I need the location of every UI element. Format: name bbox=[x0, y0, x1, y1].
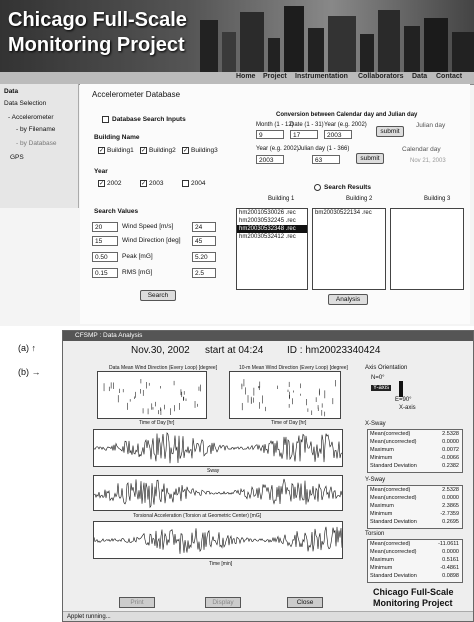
rms-max-input[interactable]: 2.5 bbox=[192, 268, 216, 278]
stats-torsion bbox=[367, 539, 463, 583]
analysis-main bbox=[63, 341, 473, 611]
stat-row: Mean(uncorrected) 0.0000 bbox=[370, 495, 459, 501]
list-item[interactable]: bm20030522134 .rec bbox=[315, 210, 372, 216]
nav-home[interactable]: Home bbox=[236, 73, 256, 80]
status-bar: Applet running... bbox=[63, 611, 473, 621]
wind-speed-max-input[interactable]: 24 bbox=[192, 222, 216, 232]
peak-max-input[interactable]: 5.20 bbox=[192, 252, 216, 262]
month-label: Month (1 - 12) bbox=[256, 122, 294, 128]
sidebar-item-data[interactable]: Data bbox=[4, 88, 19, 95]
stats-ysway bbox=[367, 485, 463, 529]
signal-plot-1 bbox=[93, 429, 343, 467]
submit-julian-button[interactable]: submit bbox=[356, 153, 384, 164]
window-titlebar: CFSMP : Data Analysis bbox=[63, 331, 473, 341]
site-title: Chicago Full-Scale Monitoring Project bbox=[8, 9, 187, 56]
stats-torsion-title: Torsion bbox=[365, 531, 385, 537]
record-start: start at 04:24 bbox=[205, 345, 264, 356]
axis-n-label: N=0° bbox=[371, 375, 385, 381]
yearfield-label: Year (e.g. 2002) bbox=[324, 122, 367, 128]
conversion-title: Conversion between Calendar day and Julian day bbox=[276, 112, 418, 118]
wind-speed-min-input[interactable]: 20 bbox=[92, 222, 118, 232]
sidebar bbox=[0, 84, 79, 208]
rms-min-input[interactable]: 0.15 bbox=[92, 268, 118, 278]
stat-row: Maximum 0.5161 bbox=[370, 557, 459, 563]
signal-plot-2 bbox=[93, 475, 343, 511]
wind-direction-label: Wind Direction [deg] bbox=[122, 237, 181, 244]
stats-ysway-title: Y-Sway bbox=[365, 477, 386, 483]
panel-label-b: (b) → bbox=[18, 367, 41, 377]
stat-row: Mean(uncorrected) 0.0000 bbox=[370, 549, 459, 555]
stat-row: Standard Deviation 0.0898 bbox=[370, 573, 459, 579]
year-2002-label: 2002 bbox=[107, 180, 122, 187]
axis-diagram bbox=[369, 375, 429, 417]
peak-min-input[interactable]: 0.50 bbox=[92, 252, 118, 262]
stat-row: Minimum -2.7359 bbox=[370, 511, 459, 517]
wind-speed-label: Wind Speed [m/s] bbox=[122, 223, 174, 230]
arrow-up-icon bbox=[399, 381, 403, 397]
submit-calendar-button[interactable]: submit bbox=[376, 126, 404, 137]
stat-row: Minimum -0.4861 bbox=[370, 565, 459, 571]
sidebar-item-data-selection[interactable]: Data Selection bbox=[4, 100, 47, 107]
analysis-button[interactable]: Analysis bbox=[328, 294, 368, 305]
sidebar-item-by-filename[interactable]: - by Filename bbox=[16, 126, 56, 133]
plot2-xlabel: Time of Day [hr] bbox=[271, 420, 307, 426]
results-list-building1[interactable] bbox=[236, 208, 308, 290]
list-item[interactable]: hm20010530026 .rec bbox=[239, 210, 296, 216]
axis-y-label: Y-axis bbox=[373, 385, 390, 391]
page-title: Accelerometer Database bbox=[92, 90, 181, 99]
year-2002-checkbox[interactable]: ✓ bbox=[99, 181, 105, 187]
nav-instrumentation[interactable]: Instrumentation bbox=[295, 73, 348, 80]
nav-collaborators[interactable]: Collaborators bbox=[358, 73, 404, 80]
search-values-label: Search Values bbox=[94, 208, 139, 215]
building2-label: Building2 bbox=[149, 147, 176, 154]
plot2-svg bbox=[230, 372, 340, 418]
axis-x-label: X-axis bbox=[399, 405, 416, 411]
plot2-title: 10-m Mean Wind Direction (Every Loop) [degree] bbox=[239, 365, 348, 371]
date-input[interactable]: 17 bbox=[290, 130, 318, 139]
wind-direction-min-input[interactable]: 15 bbox=[92, 236, 118, 246]
stat-row: Minimum -0.0066 bbox=[370, 455, 459, 461]
date-label: Date (1 - 31) bbox=[290, 122, 324, 128]
nav-contact[interactable]: Contact bbox=[436, 73, 463, 80]
month-input[interactable]: 9 bbox=[256, 130, 284, 139]
year2-label: Year (e.g. 2002) bbox=[256, 146, 299, 152]
results-col-building3: Building 3 bbox=[424, 196, 451, 202]
stat-row: Mean(uncorrected) 0.0000 bbox=[370, 439, 459, 445]
stat-row: Maximum 2.3865 bbox=[370, 503, 459, 509]
signal3-title: Torsional Acceleration (Torsion at Geometric Center) [mG] bbox=[133, 513, 262, 519]
nav-project[interactable]: Project bbox=[263, 73, 287, 80]
stat-row: Standard Deviation 0.2382 bbox=[370, 463, 459, 469]
signal1-svg bbox=[94, 430, 342, 466]
search-inputs-label: Database Search Inputs bbox=[112, 116, 186, 123]
stat-row: Mean(corrected) 2.5328 bbox=[370, 431, 459, 437]
signal2-title: Sway bbox=[207, 468, 220, 474]
sidebar-item-accelerometer[interactable]: - Accelerometer bbox=[8, 114, 54, 121]
signal3-svg bbox=[94, 522, 342, 558]
list-item-selected[interactable]: hm20030532348 .rec bbox=[237, 225, 307, 233]
list-item[interactable]: hm20030532412 .rec bbox=[239, 234, 296, 240]
plot1-title: Data Mean Wind Direction (Every Loop) [degree] bbox=[109, 365, 218, 371]
data-analysis-window bbox=[62, 330, 474, 622]
year-2003-checkbox[interactable]: ✓ bbox=[141, 181, 147, 187]
record-id: ID : hm20023340424 bbox=[287, 345, 381, 356]
julian-day-label: Julian day bbox=[416, 122, 446, 129]
record-date: Nov.30, 2002 bbox=[131, 345, 190, 356]
search-results-title: Search Results bbox=[324, 184, 371, 191]
stat-row: Standard Deviation 0.2695 bbox=[370, 519, 459, 525]
results-list-building2[interactable] bbox=[312, 208, 386, 290]
nav-data[interactable]: Data bbox=[412, 73, 428, 80]
results-col-building1: Building 1 bbox=[268, 196, 295, 202]
rms-label: RMS [mG] bbox=[122, 269, 153, 276]
signal2-svg bbox=[94, 476, 342, 510]
wind-direction-plot-1 bbox=[97, 371, 207, 419]
peak-label: Peak [mG] bbox=[122, 253, 153, 260]
display-button[interactable]: Display bbox=[205, 597, 241, 608]
year-2004-checkbox[interactable] bbox=[182, 180, 189, 187]
search-results-radio[interactable] bbox=[314, 184, 321, 191]
sidebar-item-by-database[interactable]: - by Database bbox=[16, 140, 57, 147]
calendar-day-value: Nov 21, 2003 bbox=[410, 158, 446, 164]
calendar-day-label: Calendar day bbox=[402, 146, 441, 153]
axis-orientation-title: Axis Orientation bbox=[365, 365, 408, 371]
year-2003-label: 2003 bbox=[149, 180, 164, 187]
building3-checkbox[interactable]: ✓ bbox=[183, 148, 189, 154]
site-banner bbox=[0, 0, 474, 72]
wind-direction-max-input[interactable]: 45 bbox=[192, 236, 216, 246]
building2-checkbox[interactable]: ✓ bbox=[141, 148, 147, 154]
building1-checkbox[interactable]: ✓ bbox=[99, 148, 105, 154]
building3-label: Building3 bbox=[191, 147, 218, 154]
year-input[interactable]: 2003 bbox=[324, 130, 352, 139]
stat-row: Mean(corrected) -11.0611 bbox=[370, 541, 459, 547]
search-button[interactable]: Search bbox=[140, 290, 176, 301]
building1-label: Building1 bbox=[107, 147, 134, 154]
signal-xlabel: Time [min] bbox=[209, 561, 233, 567]
print-button[interactable]: Print bbox=[119, 597, 155, 608]
brand-logo: Chicago Full-Scale Monitoring Project bbox=[373, 587, 454, 608]
panel-label-a: (a) ↑ bbox=[18, 343, 36, 353]
list-item[interactable]: hm20030532245 .rec bbox=[239, 218, 296, 224]
close-button[interactable]: Close bbox=[287, 597, 323, 608]
database-search-checkbox[interactable] bbox=[102, 116, 109, 123]
axis-e-label: E=90° bbox=[395, 397, 412, 403]
year-2004-label: 2004 bbox=[191, 180, 206, 187]
accelerometer-database-form bbox=[80, 84, 470, 324]
plot1-svg bbox=[98, 372, 206, 418]
building-name-label: Building Name bbox=[94, 134, 140, 141]
plot1-xlabel: Time of Day [hr] bbox=[139, 420, 175, 426]
stat-row: Maximum 0.0072 bbox=[370, 447, 459, 453]
julian-input[interactable]: 63 bbox=[312, 155, 340, 164]
results-list-building3[interactable] bbox=[390, 208, 464, 290]
julian-input-label: Julian day (1 - 366) bbox=[298, 146, 350, 152]
wind-direction-plot-2 bbox=[229, 371, 341, 419]
stat-row: Mean(corrected) 2.5328 bbox=[370, 487, 459, 493]
signal-plot-3 bbox=[93, 521, 343, 559]
results-col-building2: Building 2 bbox=[346, 196, 373, 202]
year2-input[interactable]: 2003 bbox=[256, 155, 284, 164]
stats-xsway bbox=[367, 429, 463, 473]
year-label: Year bbox=[94, 168, 108, 175]
stats-xsway-title: X-Sway bbox=[365, 421, 386, 427]
sidebar-item-gps[interactable]: GPS bbox=[10, 154, 24, 161]
